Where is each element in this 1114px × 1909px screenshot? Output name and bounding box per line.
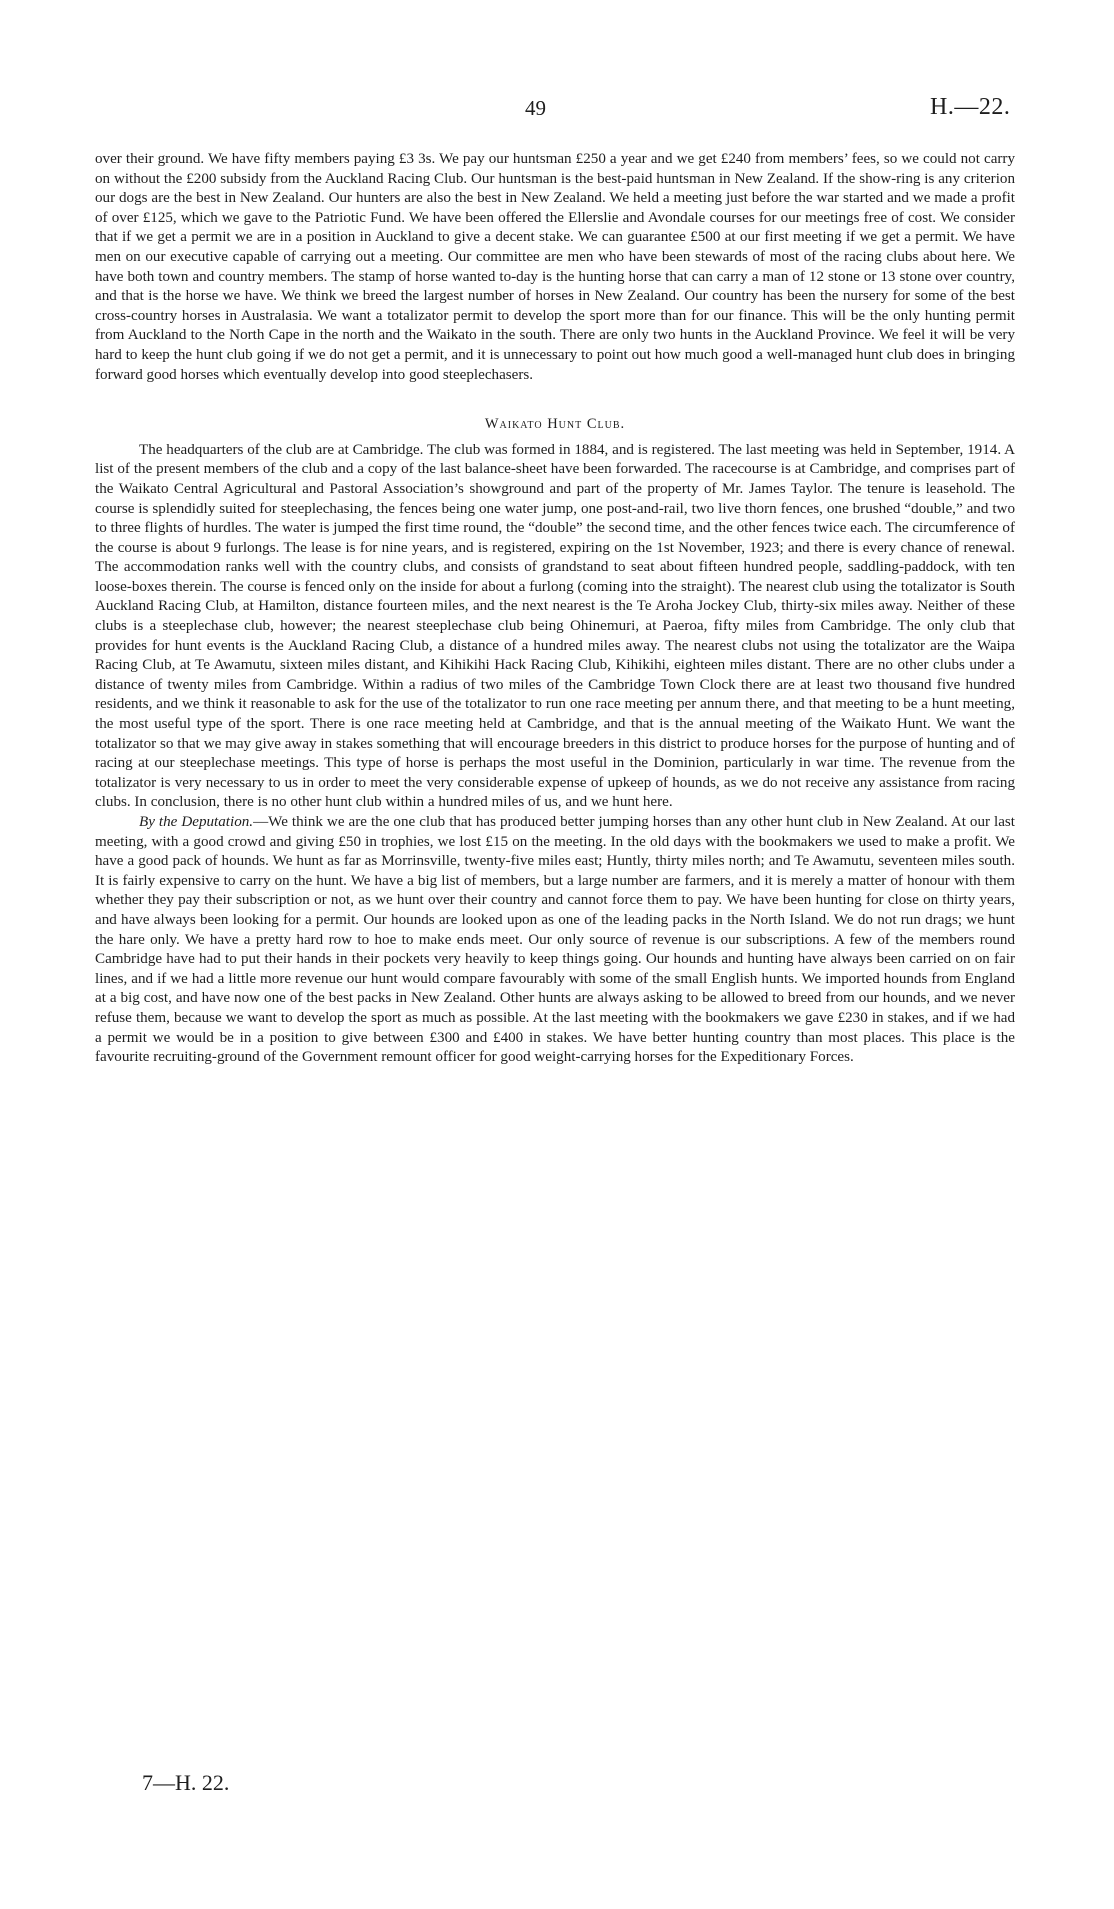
section-heading: Waikato Hunt Club. (484, 416, 626, 433)
paragraph-headquarters: The headquarters of the club are at Cambridge. The club was formed in 1884, and is registered. The last meeting was held in September, 1914. A list of the present members of the club and a copy of the last balance-sheet have been forwarded. The racecourse is at Cambridge, and comprises part of the Waikato Central Agricultural and Pastoral Association’s showground and part of the property of Mr. James Taylor. The tenure is leasehold. The course is splendidly suited for steeplechasing, the fences being one water jump, one post-and-rail, two live thorn fences, one brushed “double,” and two to three flights of hurdles. The water is jumped the first time round, the “double” the second time, and the other fences twice each. The circumference of the course is about 9 furlongs. The lease is for nine years, and is registered, expiring on the 1st November, 1923; and there is every chance of renewal. The accommodation ranks well with the country clubs, and consists of grandstand to seat about fifteen hundred people, saddling-paddock, with ten loose-boxes therein. The course is fenced only on the inside for about a furlong (coming into the straight). The nearest club using the totalizator is South Auckland Racing Club, at Hamilton, distance fourteen miles, and the next nearest is the Te Aroha Jockey Club, thirty-six miles away. Neither of these clubs is a steeplechase club, however; the nearest steeplechase club being Ohinemuri, at Paeroa, fifty miles from Cambridge. The only club that provides for hunt events is the Auckland Racing Club, a distance of a hundred miles away. The nearest clubs not using the totalizator are the Waipa Racing Club, at Te Awamutu, sixteen miles distant, and Kihikihi Hack Racing Club, Kihikihi, eighteen miles distant. There are no other clubs under a distance of twenty miles from Cambridge. Within a radius of two miles of the Cambridge Town Clock there are at least two thousand five hundred residents, and we think it reasonable to ask for the use of the totalizator to run one race meeting per annum there, and that meeting to be a hunt meeting, the most useful type of the sport. There is one race meeting held at Cambridge, and that is the annual meeting of the Waikato Hunt. We want the totalizator so that we may give away in stakes something that will encourage breeders in this district to produce horses for the purpose of hunting and of racing at our steeplechase meetings. This type of horse is perhaps the most useful in the Dominion, particularly in war time. The revenue from the totalizator is very necessary to us in order to meet the very considerable expense of upkeep of hounds, as we do not receive any assistance from racing clubs. In conclusion, there is no other hunt club within a hundred miles of us, and we hunt here. (95, 441, 1015, 811)
deputation-label: By the Deputation. (139, 814, 254, 830)
footer-reference: 7—H. 22. (142, 1770, 230, 1795)
document-reference: H.—22. (930, 94, 1011, 120)
page-header (0, 86, 1114, 126)
document-body (95, 150, 1015, 1068)
paragraph-continuation: over their ground. We have fifty members paying £3 3s. We pay our huntsman £250 a year and we get £240 from members’ fees, so we could not carry on without the £200 subsidy from the Auckland Racing Club. Our huntsman is the best-paid huntsman in New Zealand. If the show-ring is any criterion our dogs are the best in New Zealand. Our hunters are also the best in New Zealand. We held a meeting just before the war started and we made a profit of over £125, which we gave to the Patriotic Fund. We have been offered the Ellerslie and Avondale courses for our meetings free of cost. We consider that if we get a permit we are in a position in Auckland to give a decent stake. We can guarantee £500 at our first meeting if we get a permit. We have men on our executive capable of carrying out a meeting. Our committee are men who have been stewards of most of the racing clubs about here. We have both town and country members. The stamp of horse wanted to-day is the hunting horse that can carry a man of 12 stone or 13 stone over country, and that is the horse we have. We think we breed the largest number of horses in New Zealand. Our country has been the nursery for some of the best cross-country horses in Australasia. We want a totalizator permit to develop the sport more than for our finance. This will be the only hunting permit from Auckland to the North Cape in the north and the Waikato in the south. There are only two hunts in the Auckland Province. We feel it will be very hard to keep the hunt club going if we do not get a permit, and it is unnecessary to point out how much good a well-managed hunt club does in bringing forward good horses which eventually develop into good steeplechasers. (95, 151, 1015, 383)
paragraph-deputation (95, 813, 1015, 1068)
deputation-text: —We think we are the one club that has produced better jumping horses than any other hunt club in New Zealand. At our last meeting, with a good crowd and giving £50 in trophies, we lost £15 on the meeting. In the old days with the bookmakers we used to make a profit. We have a good pack of hounds. We hunt as far as Morrinsville, twenty-five miles east; Huntly, thirty miles north; and Te Awamutu, seventeen miles south. It is fairly expensive to carry on the hunt. We have a big list of members, but a large number are farmers, and it is merely a matter of honour with them whether they pay their subscription or not, as we hunt over their country and cannot force them to pay. We have been hunting for close on thirty years, and have always been looking for a permit. Our hounds are looked upon as one of the leading packs in the North Island. We do not run drags; we hunt the hare only. We have a pretty hard row to hoe to make ends meet. Our only source of revenue is our subscriptions. A few of the members round Cambridge have had to put their hands in their pockets very heavily to keep things going. Our hounds and hunting have always been carried on on fair lines, and if we had a little more revenue our hunt would compare favourably with some of the small English hunts. We imported hounds from England at a big cost, and have now one of the best packs in New Zealand. Other hunts are always asking to be allowed to breed from our hounds, and we never refuse them, because we want to develop the sport as much as possible. At the last meeting with the bookmakers we gave £230 in stakes, and if we had a permit we would be in a position to give between £300 and £400 in stakes. We have better hunting country than most places. This place is the favourite recruiting-ground of the Government remount officer for good weight-carrying horses for the Expeditionary Forces. (95, 814, 1015, 1066)
page-number: 49 (525, 96, 546, 120)
